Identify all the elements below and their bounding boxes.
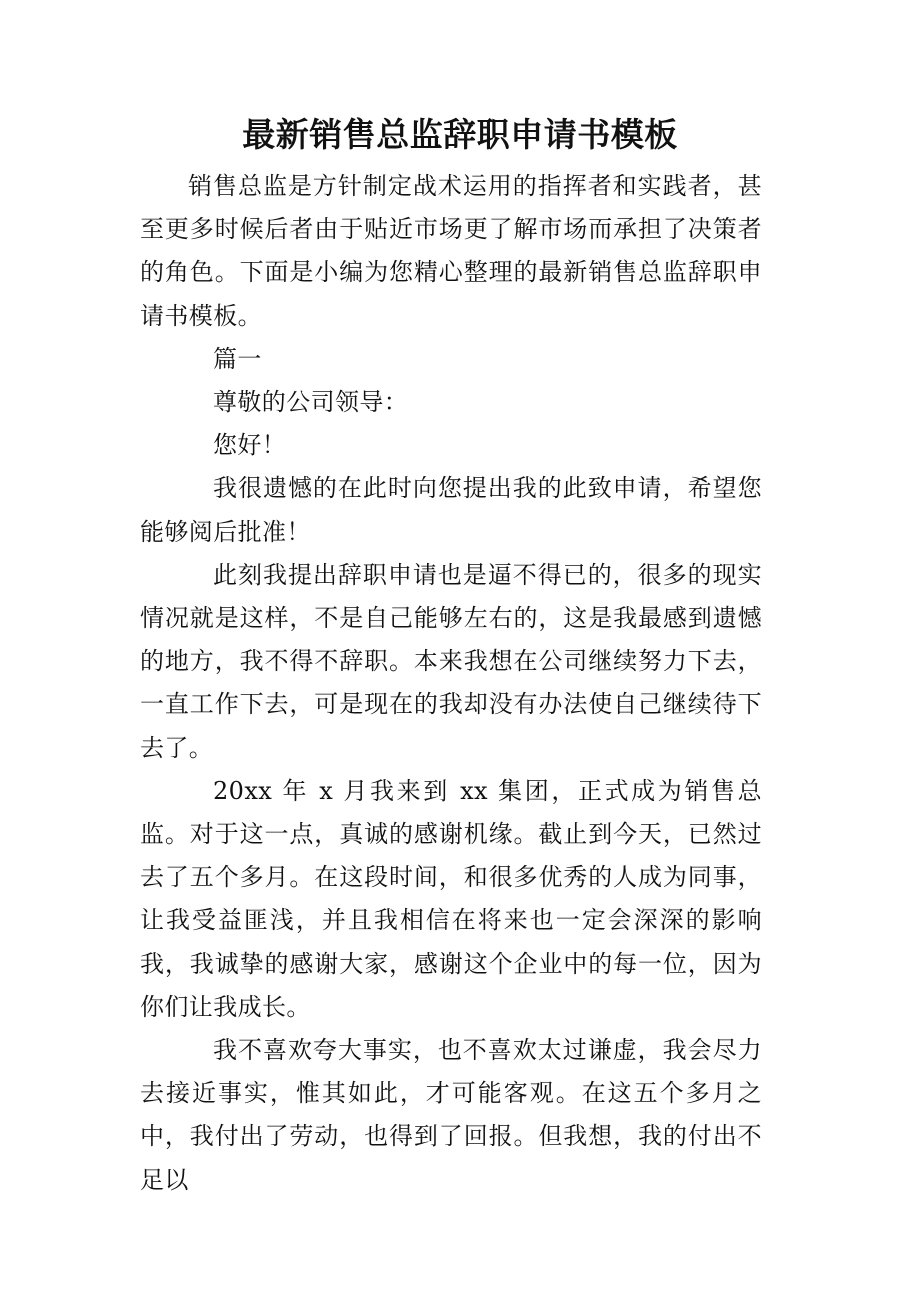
document-title: 最新销售总监辞职申请书模板	[242, 115, 678, 154]
greeting: 您好！	[213, 431, 287, 460]
body-paragraph-1: 我很遗憾的在此时向您提出我的此致申请，希望您能够阅后批准！	[140, 474, 762, 546]
salutation: 尊敬的公司领导：	[213, 388, 409, 417]
document-body	[140, 165, 762, 1202]
body-paragraph-2: 此刻我提出辞职申请也是逼不得已的，很多的现实情况就是这样，不是自己能够左右的，这是我最感到遗憾的地方，我不得不辞职。本来我想在公司继续努力下去，一直工作下去，可是现在的我却没有办法使自己继续待下去了。	[140, 560, 762, 762]
section-label: 篇一	[213, 344, 262, 373]
body-paragraph-3: 20xx 年 x 月我来到 xx 集团，正式成为销售总监。对于这一点，真诚的感谢机缘。截止到今天，已然过去了五个多月。在这段时间，和很多优秀的人成为同事，让我受益匪浅，并且我相信在将来也一定会深深的影响我，我诚挚的感谢大家，感谢这个企业中的每一位，因为你们让我成长。	[140, 776, 762, 1021]
intro-paragraph: 销售总监是方针制定战术运用的指挥者和实践者，甚至更多时候后者由于贴近市场更了解市场而承担了决策者的角色。下面是小编为您精心整理的最新销售总监辞职申请书模板。	[140, 172, 762, 330]
body-paragraph-4: 我不喜欢夸大事实，也不喜欢太过谦虚，我会尽力去接近事实，惟其如此，才可能客观。在这五个多月之中，我付出了劳动，也得到了回报。但我想，我的付出不足以	[140, 1036, 762, 1194]
